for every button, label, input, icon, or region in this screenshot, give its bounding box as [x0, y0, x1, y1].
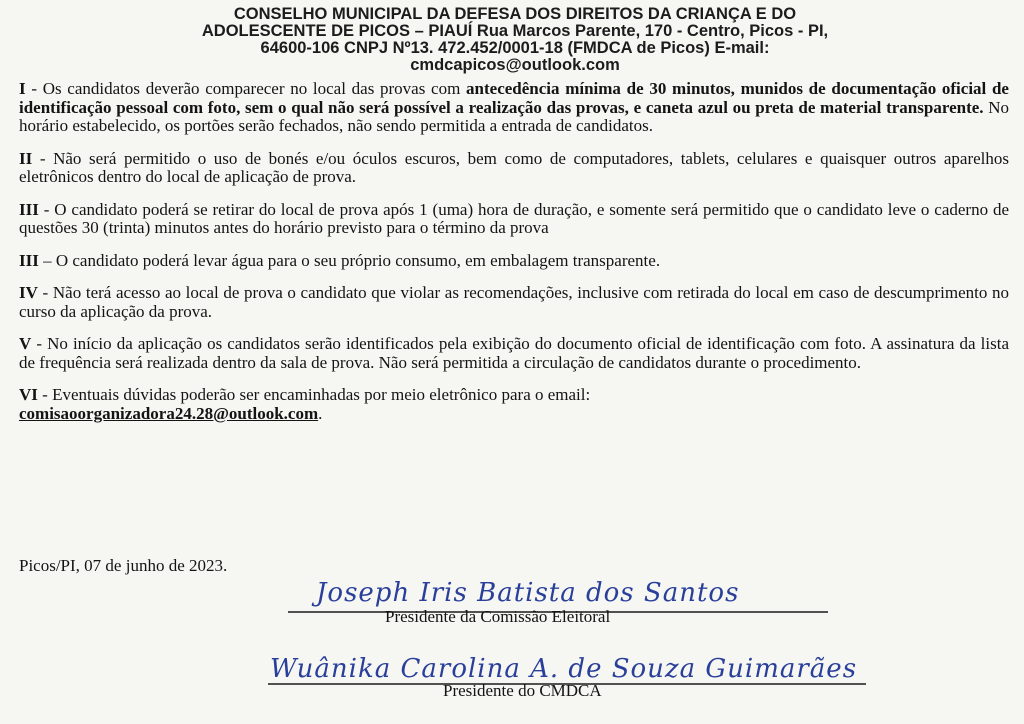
rule-separator: - — [37, 385, 53, 404]
rule-number: I — [19, 79, 26, 98]
rule-number: V — [19, 334, 32, 353]
letterhead-email: cmdcapicos@outlook.com — [410, 56, 620, 74]
rule-text-bold: antecedência mínima de 30 minutos, munidos de documentação oficial de identificação pessoal com foto, sem o qual não será possível a realização das provas, e caneta azul ou preta de material transparente. — [19, 79, 1009, 117]
contact-email-link[interactable]: comisaoorganizadora24.28@outlook.com — [19, 403, 319, 423]
rule-text: Não terá acesso ao local de prova o candidato que violar as recomendações, inclusive com retirada do local em caso de descumprimento no curso da aplicação da prova. — [19, 283, 1009, 321]
rule-text: Não será permitido o uso de bonés e/ou óculos escuros, bem como de computadores, tablets, celulares e quaisquer outros aparelhos eletrônicos dentro do local de aplicação de prova. — [19, 148, 1009, 186]
signature-1-role: Presidente da Comissão Eleitoral — [385, 607, 611, 626]
signature-2-role: Presidente do CMDCA — [443, 681, 602, 700]
rule-number: III — [19, 199, 39, 219]
place-and-date: Picos/PI, 07 de junho de 2023. — [19, 556, 228, 575]
rule-item-6 — [19, 335, 1009, 372]
letterhead-line-1: CONSELHO MUNICIPAL DA DEFESA DOS DIREITOS DA CRIANÇA E DO — [233, 5, 797, 23]
rule-item-2 — [19, 150, 1009, 187]
rule-text: Os candidatos deverão comparecer no local das provas com — [42, 79, 467, 98]
rule-separator: - — [31, 334, 48, 353]
rule-text: No início da aplicação os candidatos serão identificados pela exibição do documento oficial de identificação com foto. A assinatura da lista de frequência será realizada dentro da sala de prova. Não será permitida a circulação de candidatos durante o procedimento. — [19, 334, 1009, 372]
rule-number: VI — [19, 385, 38, 404]
rule-item-7 — [19, 386, 1009, 423]
rule-separator: – — [38, 250, 56, 270]
rule-item-5 — [19, 284, 1009, 321]
letterhead-address: Rua Marcos Parente, 170 - Centro, Picos - PI, — [472, 22, 829, 40]
rule-item-3 — [19, 201, 1009, 238]
letterhead-line-3: 64600-106 CNPJ Nº13. 472.452/0001-18 (FMDCA de Picos) E-mail: — [260, 39, 770, 57]
rule-text-end: . — [318, 403, 323, 423]
rule-separator: - — [37, 283, 53, 302]
rule-number: IV — [19, 283, 38, 302]
letterhead-line-2 — [20, 23, 1010, 40]
rules-list — [19, 80, 1009, 437]
rule-text-end: No horário estabelecido, os portões serão fechados, não sendo permitida a entrada de candidatos. — [19, 97, 1009, 135]
rule-text: Eventuais dúvidas poderão ser encaminhadas por meio eletrônico para o email: — [52, 385, 591, 404]
rule-separator: - — [32, 148, 54, 168]
rule-text: O candidato poderá levar água para o seu próprio consumo, em embalagem transparente. — [55, 250, 661, 270]
signature-1-handwriting: Joseph Iris Batista dos Santos — [316, 578, 740, 608]
rule-separator: - — [25, 79, 43, 98]
rule-number: III — [19, 250, 39, 270]
rule-text: O candidato poderá se retirar do local de prova após 1 (uma) hora de duração, e somente será permitido que o candidato leve o caderno de questões 30 (trinta) minutos antes do horário previsto para o término da prova — [19, 199, 1009, 237]
rule-separator: - — [38, 199, 55, 219]
rule-number: II — [19, 148, 33, 168]
signature-2-handwriting: Wuânika Carolina A. de Souza Guimarães — [270, 654, 858, 684]
letterhead-org: ADOLESCENTE DE PICOS – PIAUÍ — [201, 22, 473, 40]
letterhead — [20, 6, 1010, 74]
rule-item-4 — [19, 252, 1009, 271]
rule-item-1 — [19, 80, 1009, 136]
